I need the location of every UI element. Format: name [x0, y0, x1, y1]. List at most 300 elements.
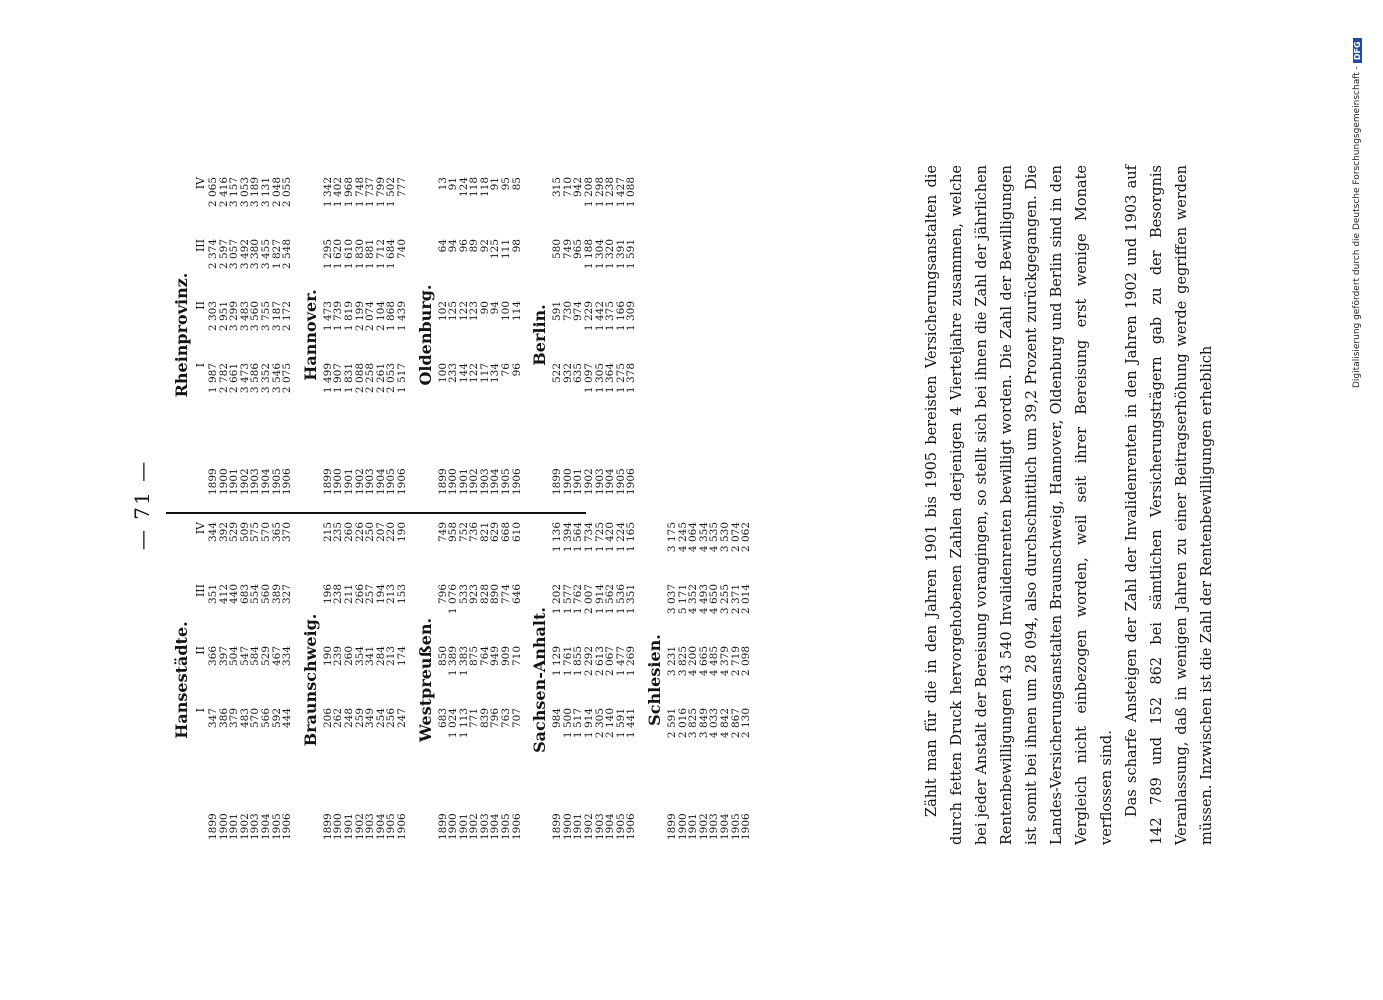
value-cell: 3 255 — [718, 584, 731, 615]
value-cell: 509 — [238, 522, 251, 543]
column-header: I — [194, 363, 207, 368]
value-cell: 256 — [385, 708, 398, 729]
value-cell: 257 — [364, 584, 377, 605]
table-block — [528, 175, 637, 495]
value-cell: 1 389 — [447, 646, 460, 677]
value-cell: 444 — [281, 708, 294, 729]
value-cell: 211 — [342, 584, 355, 605]
value-cell: 247 — [395, 708, 408, 729]
value-cell: 1 536 — [614, 584, 627, 615]
year-cell: 1903 — [364, 468, 377, 495]
value-cell: 1 275 — [614, 363, 627, 394]
year-cell: 1900 — [217, 813, 230, 840]
value-cell: 2 292 — [583, 646, 596, 677]
value-cell: 89 — [468, 239, 481, 253]
value-cell: 215 — [321, 522, 334, 543]
value-cell: 1 610 — [342, 239, 355, 270]
value-cell: 94 — [447, 239, 460, 253]
year-cell: 1899 — [207, 468, 219, 495]
value-cell: 239 — [332, 646, 345, 667]
value-cell: 207 — [374, 522, 387, 543]
value-cell: 85 — [510, 177, 523, 191]
table-block — [414, 175, 523, 495]
year-cell: 1904 — [374, 813, 387, 840]
table-row — [229, 520, 240, 840]
year-cell: 1903 — [593, 468, 606, 495]
value-cell: 890 — [489, 584, 502, 605]
year-cell: 1903 — [478, 468, 491, 495]
value-cell: 266 — [353, 584, 366, 605]
value-cell: 942 — [572, 177, 585, 198]
value-cell: 796 — [436, 584, 449, 605]
value-cell: 777 — [395, 177, 408, 198]
year-cell: 1906 — [510, 468, 523, 495]
value-cell: 2 104 — [374, 301, 387, 332]
value-cell: 250 — [364, 522, 377, 543]
table-row — [333, 175, 344, 495]
table-row — [480, 520, 491, 840]
value-cell: 397 — [217, 646, 230, 667]
value-cell: 1 166 — [614, 301, 627, 332]
credit-text: Digitalisierung gefördert durch die Deutsche Forschungsgemeinschaft - — [1352, 66, 1362, 388]
value-cell: 235 — [332, 522, 345, 543]
value-cell: 100 — [500, 301, 513, 322]
table-row — [480, 175, 491, 495]
table-row — [573, 520, 584, 840]
year-cell: 1902 — [697, 813, 710, 840]
year-cell: 1906 — [510, 813, 523, 840]
table-row — [563, 520, 574, 840]
value-cell: 4 650 — [708, 584, 721, 615]
table-row — [678, 520, 689, 840]
value-cell: 190 — [395, 522, 408, 543]
table-row — [397, 520, 408, 840]
value-cell: 100 — [436, 363, 449, 384]
year-cell: 1902 — [583, 813, 596, 840]
value-cell: 1 136 — [551, 522, 564, 553]
value-cell: 850 — [436, 646, 449, 667]
value-cell: 3 530 — [718, 522, 731, 553]
value-cell: 3 586 — [249, 363, 262, 394]
value-cell: 1 577 — [561, 584, 574, 615]
value-cell: 366 — [207, 646, 219, 667]
year-cell: 1900 — [447, 468, 460, 495]
year-cell: 1906 — [625, 813, 638, 840]
block-title: Hannover. — [300, 289, 320, 381]
value-cell: 349 — [364, 708, 377, 729]
value-cell: 1 684 — [385, 239, 398, 270]
table-row — [438, 520, 449, 840]
value-cell: 2 074 — [729, 522, 742, 553]
value-cell: 334 — [281, 646, 294, 667]
year-cell: 1900 — [561, 468, 574, 495]
year-cell: 1900 — [676, 813, 689, 840]
value-cell: 646 — [510, 584, 523, 605]
value-cell: 134 — [489, 363, 502, 384]
value-cell: 4 200 — [687, 646, 700, 677]
value-cell: 260 — [342, 646, 355, 667]
value-cell: 144 — [457, 363, 470, 384]
value-cell: 315 — [551, 177, 564, 198]
value-cell: 1 830 — [353, 239, 366, 270]
value-cell: 1 188 — [583, 239, 596, 270]
value-cell: 2 867 — [729, 708, 742, 739]
value-cell: 974 — [572, 301, 585, 322]
value-cell: 117 — [478, 363, 491, 384]
value-cell: 580 — [551, 239, 564, 260]
table-row — [355, 520, 366, 840]
value-cell: 1 229 — [583, 301, 596, 332]
table-row — [512, 175, 523, 495]
year-cell: 1899 — [551, 468, 564, 495]
value-cell: 1 712 — [374, 239, 387, 270]
value-cell: 1 591 — [625, 239, 638, 270]
value-cell: 2 088 — [353, 363, 366, 394]
value-cell: 958 — [447, 522, 460, 543]
table-row — [219, 175, 230, 495]
value-cell: 2 053 — [385, 363, 398, 394]
value-cell: 111 — [500, 239, 513, 260]
value-cell: 92 — [478, 239, 491, 253]
value-cell: 1 502 — [385, 177, 398, 208]
value-cell: 91 — [447, 177, 460, 191]
value-cell: 1 517 — [395, 363, 408, 394]
value-cell: 1 202 — [551, 584, 564, 615]
value-cell: 2 065 — [207, 177, 219, 208]
value-cell: 771 — [468, 708, 481, 729]
year-cell: 1900 — [217, 468, 230, 495]
column-header: I — [194, 708, 207, 713]
value-cell: 3 057 — [228, 239, 241, 270]
year-cell: 1906 — [281, 468, 294, 495]
value-cell: 3 037 — [666, 584, 678, 615]
table-row — [438, 175, 449, 495]
year-cell: 1903 — [364, 813, 377, 840]
year-cell: 1902 — [353, 813, 366, 840]
value-cell: 3 473 — [238, 363, 251, 394]
value-cell: 483 — [238, 708, 251, 729]
value-cell: 529 — [259, 646, 272, 667]
value-cell: 125 — [447, 301, 460, 322]
value-cell: 560 — [259, 584, 272, 605]
year-cell: 1902 — [583, 468, 596, 495]
value-cell: 3 755 — [259, 301, 272, 332]
value-cell: 984 — [551, 708, 564, 729]
value-cell: 584 — [249, 646, 262, 667]
value-cell: 2 661 — [228, 363, 241, 394]
block-title: Hansestädte. — [172, 621, 191, 739]
value-cell: 64 — [436, 239, 449, 253]
value-cell: 1 855 — [572, 646, 585, 677]
value-cell: 752 — [457, 522, 470, 543]
table-row — [584, 520, 595, 840]
value-cell: 2 055 — [281, 177, 294, 208]
table-row — [490, 520, 501, 840]
table-row — [272, 175, 283, 495]
table-row — [323, 175, 334, 495]
table-row — [552, 175, 563, 495]
value-cell: 412 — [217, 584, 230, 605]
year-cell: 1904 — [374, 468, 387, 495]
value-cell: 575 — [249, 522, 262, 543]
left-table-column — [170, 520, 758, 840]
value-cell: 1 914 — [583, 708, 596, 739]
value-cell: 392 — [217, 522, 230, 543]
year-cell: 1902 — [238, 813, 251, 840]
value-cell: 3 546 — [270, 363, 283, 394]
column-header-row — [194, 520, 208, 840]
value-cell: 1 129 — [551, 646, 564, 677]
value-cell: 1 383 — [457, 646, 470, 677]
value-cell: 1 725 — [593, 522, 606, 553]
table-row — [699, 520, 710, 840]
value-cell: 3 825 — [676, 646, 689, 677]
value-cell: 566 — [259, 708, 272, 729]
year-cell: 1901 — [342, 813, 355, 840]
year-cell: 1899 — [207, 813, 219, 840]
year-cell: 1905 — [385, 468, 398, 495]
value-cell: 1 831 — [342, 363, 355, 394]
table-row — [448, 175, 459, 495]
dfg-logo: DFG — [1353, 38, 1362, 63]
value-cell: 2 014 — [740, 584, 753, 615]
paragraph-1: Zählt man für die in den Jahren 1901 bis 1905 bereisten Versicherungsanstalten die durch fetten Druck hervorgehobenen Zahlen derjenigen 4 Vierteljahre zusammen, welche bei jeder Anstalt der Bereisung vorangingen, so stellt sich bei ihnen die Zahl der jährlichen Rentenbewilligungen 43 540 Invalidenrenten bewilligt worden. Die Zahl der Bewilligungen ist somit bei ihnen um 28 094, also durchschnittlich um 39,2 Prozent zurückgegangen. Die Landes-Versicherungsanstalten Braunschweig, Hannover, Oldenburg und Berlin sind in den Vergleich nicht einbezogen worden, weil seit ihrer Bereisung erst wenige Monate verflossen sind. — [924, 165, 1115, 845]
value-cell: 1 394 — [561, 522, 574, 553]
value-cell: 2 140 — [604, 708, 617, 739]
table-row — [731, 520, 742, 840]
table-row — [376, 175, 387, 495]
value-cell: 1 914 — [593, 584, 606, 615]
value-cell: 764 — [478, 646, 491, 667]
table-row — [595, 175, 606, 495]
value-cell: 2 591 — [666, 708, 678, 739]
table-row — [667, 520, 678, 840]
value-cell: 635 — [572, 363, 585, 384]
value-cell: 98 — [510, 239, 523, 253]
value-cell: 965 — [572, 239, 585, 260]
value-cell: 1 762 — [572, 584, 585, 615]
value-cell: 1 734 — [583, 522, 596, 553]
value-cell: 3 560 — [249, 301, 262, 332]
value-cell: 153 — [395, 584, 408, 605]
table-row — [688, 520, 699, 840]
value-cell: 94 — [489, 301, 502, 315]
value-cell: 4 245 — [676, 522, 689, 553]
value-cell: 2 098 — [740, 646, 753, 677]
value-cell: 923 — [468, 584, 481, 605]
table-row — [250, 520, 261, 840]
value-cell: 379 — [228, 708, 241, 729]
year-cell: 1905 — [500, 813, 513, 840]
value-cell: 351 — [207, 584, 219, 605]
value-cell: 4 033 — [708, 708, 721, 739]
year-cell: 1902 — [468, 468, 481, 495]
value-cell: 327 — [281, 584, 294, 605]
value-cell: 1 378 — [625, 363, 638, 394]
table-row — [626, 520, 637, 840]
value-cell: 2 303 — [207, 301, 219, 332]
value-cell: 347 — [207, 708, 219, 729]
value-cell: 1 165 — [625, 522, 638, 553]
column-header: II — [194, 646, 207, 655]
year-cell: 1906 — [395, 468, 408, 495]
value-cell: 1 819 — [342, 301, 355, 332]
table-row — [741, 520, 752, 840]
value-cell: 591 — [551, 301, 564, 322]
value-cell: 4 485 — [708, 646, 721, 677]
value-cell: 1 473 — [321, 301, 334, 332]
value-cell: 3 483 — [238, 301, 251, 332]
table-row — [333, 520, 344, 840]
table-row — [595, 520, 606, 840]
value-cell: 3 299 — [228, 301, 241, 332]
value-cell: 707 — [510, 708, 523, 729]
value-cell: 2 074 — [364, 301, 377, 332]
year-cell: 1899 — [321, 468, 334, 495]
block-title: Rheinprovinz. — [172, 272, 191, 398]
value-cell: 95 — [500, 177, 513, 191]
table-row — [616, 520, 627, 840]
table-row — [240, 520, 251, 840]
value-cell: 254 — [374, 708, 387, 729]
value-cell: 875 — [468, 646, 481, 667]
value-cell: 774 — [500, 584, 513, 605]
value-cell: 3 157 — [228, 177, 241, 208]
value-cell: 2 951 — [217, 301, 230, 332]
value-cell: 1 391 — [614, 239, 627, 270]
value-cell: 2 062 — [740, 522, 753, 553]
table-row — [229, 175, 240, 495]
value-cell: 4 352 — [687, 584, 700, 615]
value-cell: 1 477 — [614, 646, 627, 677]
year-cell: 1899 — [551, 813, 564, 840]
value-cell: 1 499 — [321, 363, 334, 394]
year-cell: 1905 — [270, 813, 283, 840]
column-header: IV — [194, 522, 207, 535]
year-cell: 1905 — [614, 813, 627, 840]
year-cell: 1901 — [457, 468, 470, 495]
value-cell: 2 258 — [364, 363, 377, 394]
value-cell: 91 — [489, 177, 502, 191]
value-cell: 190 — [321, 646, 334, 667]
value-cell: 1 987 — [207, 363, 219, 394]
value-cell: 2 371 — [729, 584, 742, 615]
digitization-credit — [1352, 38, 1362, 388]
page-number: — 71 — — [130, 459, 154, 551]
value-cell: 1 868 — [385, 301, 398, 332]
year-cell: 1905 — [385, 813, 398, 840]
value-cell: 3 131 — [259, 177, 272, 208]
value-cell: 3 187 — [270, 301, 283, 332]
table-block — [414, 520, 523, 840]
value-cell: 124 — [457, 177, 470, 198]
table-row — [386, 520, 397, 840]
value-cell: 1 076 — [447, 584, 460, 615]
year-cell: 1905 — [729, 813, 742, 840]
table-row — [459, 175, 470, 495]
value-cell: 1 517 — [572, 708, 585, 739]
column-header: II — [194, 301, 207, 310]
value-cell: 122 — [468, 363, 481, 384]
value-cell: 341 — [364, 646, 377, 667]
value-cell: 736 — [468, 522, 481, 543]
year-cell: 1901 — [572, 468, 585, 495]
value-cell: 284 — [374, 646, 387, 667]
year-cell: 1906 — [395, 813, 408, 840]
table-row — [626, 175, 637, 495]
column-header: IV — [194, 177, 207, 190]
value-cell: 389 — [270, 584, 283, 605]
value-cell: 4 493 — [697, 584, 710, 615]
value-cell: 123 — [468, 301, 481, 322]
value-cell: 2 597 — [217, 239, 230, 270]
value-cell: 260 — [342, 522, 355, 543]
year-cell: 1904 — [718, 813, 731, 840]
year-cell: 1905 — [500, 468, 513, 495]
value-cell: 3 175 — [666, 522, 678, 553]
value-cell: 1 295 — [321, 239, 334, 270]
paragraph-2: Das scharfe Ansteigen der Zahl der Invalidenrenten in den Jahren 1902 und 1903 auf 142 789 und 152 862 bei sämtlichen Versicherungsträgern gab zu der Besorgnis Veranlassung, daß in wenigen Jahren zu einer Beitragserhöhung werde gegriffen werden müssen. Inzwischen ist die Zahl der Rentenbewilligungen erheblich — [1124, 165, 1215, 845]
year-cell: 1899 — [436, 813, 449, 840]
value-cell: 1 761 — [561, 646, 574, 677]
value-cell: 262 — [332, 708, 345, 729]
value-cell: 344 — [207, 522, 219, 543]
value-cell: 1 620 — [332, 239, 345, 270]
table-row — [501, 175, 512, 495]
value-cell: 96 — [510, 363, 523, 377]
table-row — [219, 520, 230, 840]
value-cell: 1 238 — [604, 177, 617, 208]
value-cell: 3 380 — [249, 239, 262, 270]
value-cell: 1 739 — [332, 301, 345, 332]
value-cell: 3 849 — [697, 708, 710, 739]
table-block — [299, 520, 408, 840]
value-cell: 909 — [500, 646, 513, 667]
value-cell: 1 907 — [332, 363, 345, 394]
year-cell: 1903 — [249, 468, 262, 495]
value-cell: 2 548 — [281, 239, 294, 270]
year-cell: 1904 — [604, 468, 617, 495]
value-cell: 4 064 — [687, 522, 700, 553]
table-row — [272, 520, 283, 840]
value-cell: 220 — [385, 522, 398, 543]
year-cell: 1901 — [228, 468, 241, 495]
table-block — [299, 175, 408, 495]
value-cell: 740 — [395, 239, 408, 260]
table-row — [512, 520, 523, 840]
value-cell: 233 — [447, 363, 460, 384]
block-title: Oldenburg. — [415, 284, 435, 386]
value-cell: 1 309 — [625, 301, 638, 332]
table-row — [282, 175, 293, 495]
value-cell: 2 261 — [374, 363, 387, 394]
table-block — [170, 520, 293, 840]
value-cell: 2 199 — [353, 301, 366, 332]
year-cell: 1902 — [238, 468, 251, 495]
table-row — [709, 520, 720, 840]
block-title: Berlin. — [530, 304, 550, 366]
value-cell: 710 — [561, 177, 574, 198]
year-cell: 1905 — [614, 468, 627, 495]
value-cell: 522 — [551, 363, 564, 384]
value-cell: 1 208 — [583, 177, 596, 208]
year-cell: 1901 — [572, 813, 585, 840]
table-row — [469, 520, 480, 840]
value-cell: 2 613 — [593, 646, 606, 677]
table-row — [605, 520, 616, 840]
value-cell: 3 231 — [666, 646, 678, 677]
value-cell: 174 — [395, 646, 408, 667]
